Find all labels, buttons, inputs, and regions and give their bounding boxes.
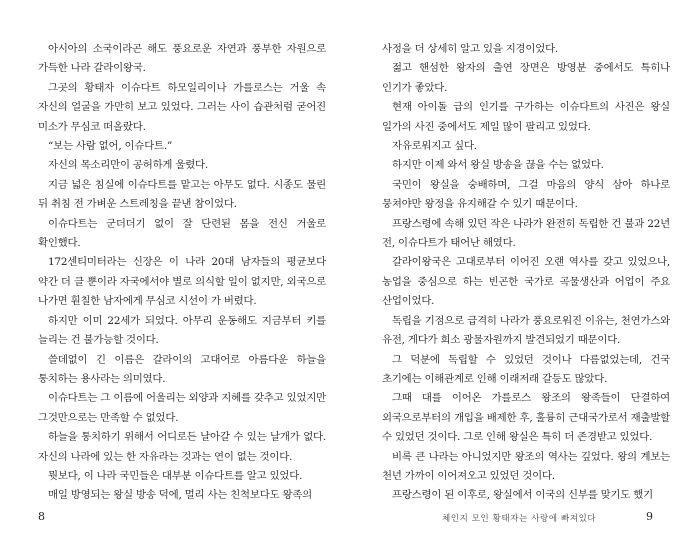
paragraph: 매일 방영되는 왕실 방송 덕에, 멀리 사는 친척보다도 왕족의: [48, 489, 313, 502]
paragraph: 국민이 왕실을 숭배하며, 그걸 마음의 양식 삼아 하나로 뭉쳐야만 왕정을 유지해갈 수 있기 때문이다.: [382, 178, 670, 211]
paragraph: 그곳의 황태자 이슈다트 하모일리이나 가를로스는 거울 속 자신의 얼굴을 가만히 보고 있었다. 그러는 사이 습관처럼 굳어진 미소가 무심코 떠올랐다.: [38, 81, 326, 133]
paragraph: 하지만 이제 와서 왕실 방송을 끊을 수는 없었다.: [392, 159, 604, 172]
paragraph: 그때 대를 이어온 가를로스 왕조의 왕족들이 단결하여 외국으로부터의 개입을 배제한 후, 훌륭히 근대국가로서 재출발할 수 있었던 것이다. 그로 인해 왕실은 특히 더 존경받고 있었다.: [382, 392, 670, 444]
right-page-text: [382, 40, 670, 506]
running-head: 체인지 모인 황태자는 사랑에 빠져있다: [442, 514, 597, 524]
paragraph: 프랑스령이 된 이후로, 왕실에서 이국의 신부를 맞기도 했기: [392, 489, 653, 502]
right-page-number: 9: [646, 510, 653, 523]
paragraph: 현재 아이돌 급의 인기를 구가하는 이슈다트의 사진은 왕실 일가의 사진 중에서도 제일 많이 팔리고 있었다.: [382, 101, 670, 133]
paragraph: 이슈다트는 군더더기 없이 잘 단련된 몸을 전신 거울로 확인했다.: [38, 217, 326, 250]
paragraph: 이슈다트는 그 이름에 어울리는 외양과 지혜를 갖추고 있었지만 그것만으로는 만족할 수 없었다.: [38, 392, 326, 424]
left-page-number: 8: [38, 510, 45, 523]
paragraph: 지금 넓은 침실에 이슈다트를 맡고는 아무도 없다. 시종도 물린 뒤 취침 전 가벼운 스트레칭을 끝낸 참이었다.: [38, 178, 326, 211]
paragraph: 독립을 기점으로 급격히 나라가 풍요로워진 이유는, 천연가스와 유전, 게다가 희소 광물자원까지 발견되었기 때문이다.: [382, 314, 670, 347]
paragraph: 자유로워지고 싶다.: [392, 140, 477, 153]
paragraph: 뭣보다, 이 나라 국민들은 대부분 이슈다트를 알고 있었다.: [48, 469, 303, 482]
paragraph: 프랑스령에 속해 있던 작은 나라가 완전히 독립한 건 불과 22년 전, 이슈다트가 태어난 해였다.: [382, 217, 670, 250]
paragraph: 갈라이왕국은 고대로부터 이어진 오랜 역사를 갖고 있었으나, 농업을 중심으로 하는 빈곤한 국가로 곡물생산과 어업이 주요 산업이었다.: [382, 256, 670, 308]
dialogue-line: “보는 사람 없어, 이슈다트.”: [48, 140, 173, 153]
paragraph: 하지만 이미 22세가 되었다. 아무리 운동해도 지금부터 키를 늘리는 건 불가능할 것이다.: [38, 314, 326, 347]
paragraph: 사정을 더 상세히 알고 있을 지경이었다.: [382, 43, 559, 55]
paragraph: 쓸데없이 긴 이름은 갈라이의 고대어로 아름다운 하늘을 통치하는 용사라는 의미였다.: [38, 353, 326, 385]
paragraph: 172센티미터라는 신장은 이 나라 20대 남자들의 평균보다 약간 더 클 뿐이라 자국에서야 별로 의식할 일이 없지만, 외국으로 나가면 훤칠한 남자에게 무심코 시선이 가 버렸다.: [38, 256, 326, 308]
left-page-text: [38, 40, 326, 506]
paragraph: 아시아의 소국이라곤 해도 풍요로운 자연과 풍부한 자원으로 가득한 나라 갈라이왕국.: [38, 43, 326, 75]
paragraph: 그 덕분에 독립할 수 있었던 것이나 다름없었는데, 건국 초기에는 이해관계로 인해 이래저래 갈등도 많았다.: [382, 353, 670, 385]
paragraph: 젊고 핸섬한 왕자의 출연 장면은 방영분 중에서도 특히나 인기가 좋았다.: [382, 62, 670, 94]
paragraph: 하늘을 통치하기 위해서 어디로든 날아갈 수 있는 날개가 없다. 자신의 나라에 있는 한 자유라는 것과는 연이 없는 것이다.: [38, 431, 326, 463]
paragraph: 자신의 목소리만이 공허하게 울렸다.: [48, 159, 208, 172]
paragraph: 비록 큰 나라는 아니었지만 왕조의 역사는 깊었다. 왕의 계보는 천년 가까이 이어져오고 있었던 것이다.: [382, 450, 670, 482]
